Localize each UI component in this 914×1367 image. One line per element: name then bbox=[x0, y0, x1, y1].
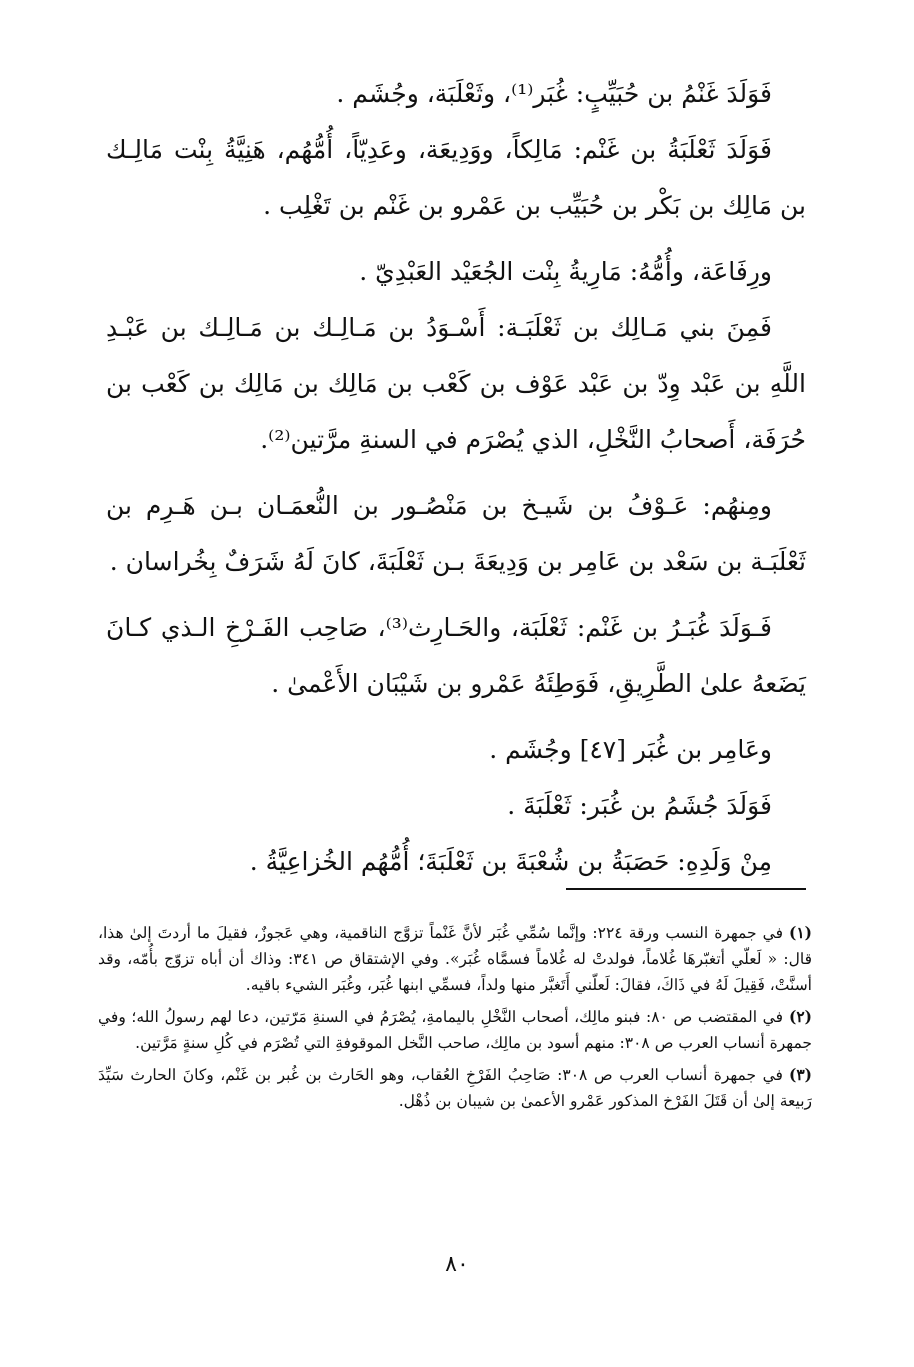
footnote-3 bbox=[98, 1062, 812, 1114]
paragraph-6: فَـوَلَدَ غُبَـرُ بن غَنْم: ثَعْلَبَة، والحَـارِث⁽³⁾، صَاحِب الفَـرْخِ الـذي كـانَ يَضَعهُ علىٰ الطَّرِيقِ، فَوَطِئَهُ عَمْرو بن شَيْبَان الأَعْمىٰ . bbox=[106, 613, 806, 698]
paragraph-5: ومِنهُم: عَـوْفُ بن شَيـخ بن مَنْصُـور بن النُّعمَـان بـن هَـرِم بن ثَعْلَبَـة بن سَعْد بن عَامِر بن وَدِيعَةَ بـن ثَعْلَبَةَ، كانَ لَهُ شَرَفٌ بِخُراسان . bbox=[106, 491, 806, 576]
paragraph-4: فَمِنَ بني مَـالِك بن ثَعْلَبَـة: أَسْـوَدُ بن مَـالِـك بن مَـالِـك بن عَبْـدِ اللَّهِ بن عَبْد وِدّ بن عَبْد عَوْف بن كَعْب بن مَالِك بن مَالِك بن كَعْب بن حُرَفَة، أَصحابُ النَّخْلِ، الذي يُصْرَم في السنةِ مرَّتين⁽²⁾. bbox=[106, 313, 806, 454]
footnote-number: (٢) bbox=[788, 1007, 812, 1026]
footnote-number: (٣) bbox=[788, 1065, 812, 1084]
paragraph-7: وعَامِر بن غُبَر [٤٧] وجُشَم . bbox=[489, 735, 772, 764]
footnote-text: في المقتضب ص ٨٠: فبنو مالِك، أصحاب النَّخْلِ باليمامةِ، يُصْرَمُ في السنةِ مَرّتين، دعا لهم رسولُ الله؛ وفي جمهرة أنساب العرب ص ٣٠٨: منهم أسود بن مالِك، صاحب النَّخل الموقوفةِ التي تُصْرَم في كُلِ سنةٍ مَرَّتين. bbox=[98, 1008, 812, 1052]
paragraph-1: فَوَلَدَ غَنْمُ بن حُبَيِّبٍ: غُبَر⁽¹⁾، وثَعْلَبَة، وجُشَم . bbox=[336, 79, 772, 108]
footnote-1 bbox=[98, 920, 812, 998]
page-number: ٨٠ bbox=[445, 1252, 469, 1277]
paragraph-9: مِنْ وَلَدِهِ: حَصَبَةُ بن شُعْبَةَ بن ثَعْلَبَةَ؛ أُمُّهُم الخُزاعِيَّةُ . bbox=[249, 847, 772, 876]
footnote-text: في جمهرة أنساب العرب ص ٣٠٨: صَاحِبُ الفَرْخِ العُقاب، وهو الحَارث بن غُبر بن غَنْم، وكانَ الحارث سَيِّدَ رَبيعة إلىٰ أن قَتَلَ الفَرْخ المذكور عَمْرو الأعمىٰ بن شيبان بن ذُهْل. bbox=[98, 1066, 812, 1110]
footnote-2 bbox=[98, 1004, 812, 1056]
footnote-text: في جمهرة النسب ورقة ٢٢٤: وإنَّما سُمِّي غُبَر لأنَّ غَنْماً تزوَّج الناقمية، وهي عَجوزٌ، فقيلَ ما أردتَ إلىٰ هذا، قال: « لَعلّي أتغبّرهَا غُلاماً، فولدتْ له غُلاماً فسمَّاه غُبَر». وفي الإشتقاق ص ٣٤١: وذاك أن أباه تزوّج بأُمّه، وقد أسنَّتْ، فَقِيلَ لَهُ في ذَاكَ، فقالَ: لَعلّني أَتَغبَّر منها ولداً، فسمِّي ابنها غُبَر، وغُبَر الشيء باقيه. bbox=[98, 924, 812, 994]
paragraph-8: فَوَلَدَ جُشَمُ بن غُبَر: ثَعْلَبَةَ . bbox=[507, 791, 772, 820]
main-text-body bbox=[106, 66, 806, 890]
footnotes-section bbox=[98, 920, 812, 1120]
paragraph-3: ورِفَاعَة، وأُمُّهُ: مَارِيةُ بِنْت الجُعَيْد العَبْدِيّ . bbox=[359, 257, 772, 286]
paragraph-2: فَوَلَدَ ثَعْلَبَةُ بن غَنْم: مَالِكاً، ووَدِيعَة، وعَدِيّاً، أُمُّهُم، هَنِيَّةُ بِنْت مَالِـك بن مَالِك بن بَكْر بن حُبَيِّب بن عَمْرو بن غَنْم بن تَغْلِب . bbox=[106, 135, 806, 220]
footnote-divider bbox=[566, 888, 806, 890]
footnote-number: (١) bbox=[788, 923, 812, 942]
